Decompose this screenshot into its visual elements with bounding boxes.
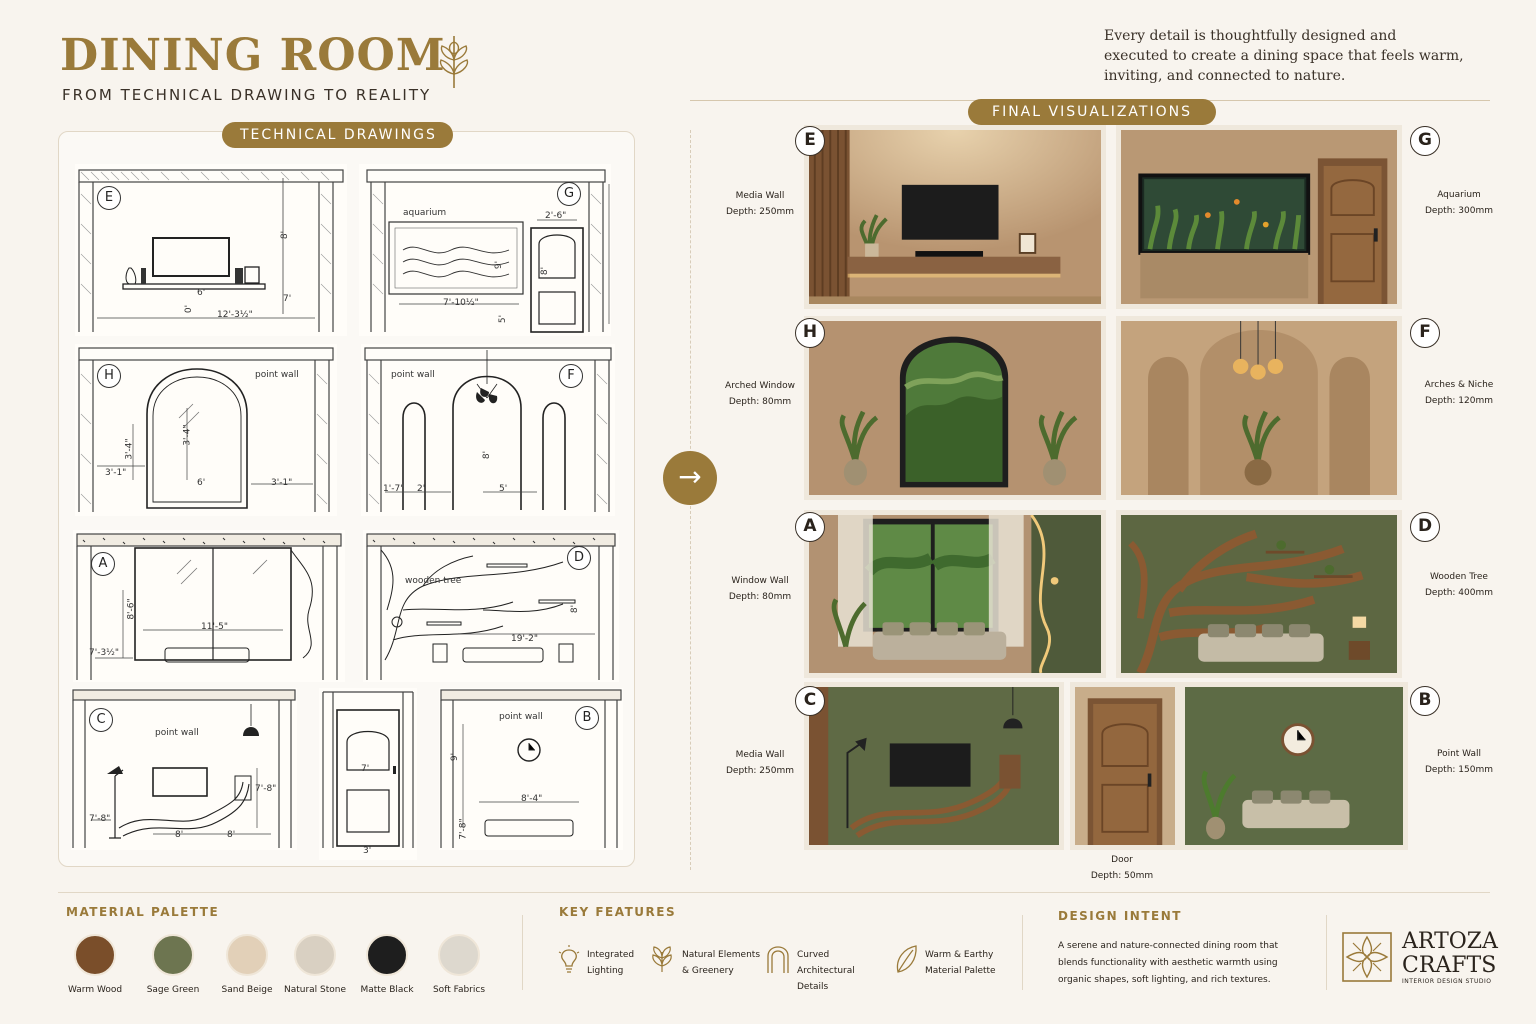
dimension: 7'-10½" (443, 298, 479, 308)
render-label: D (1410, 512, 1440, 542)
arch-icon (765, 944, 791, 974)
final-visualizations-header: FINAL VISUALIZATIONS (968, 99, 1216, 125)
render-label: B (1410, 686, 1440, 716)
dimension: 7'-8" (255, 784, 277, 794)
render-label: C (795, 686, 825, 716)
dimension: 7'-8" (458, 818, 469, 840)
render-h (804, 316, 1106, 500)
dimension: 12'-3½" (217, 310, 253, 320)
dimension: 8' (540, 266, 551, 276)
swatch-sand-beige (226, 934, 268, 976)
drawing-label: G (557, 182, 581, 206)
footer-divider (58, 892, 1490, 893)
render-label: H (795, 318, 825, 348)
feature-text: Integrated Lighting (587, 950, 635, 976)
dimension: 8'-6" (126, 598, 137, 620)
dimension: 8' (227, 830, 236, 840)
dimension: 6' (197, 478, 206, 488)
render-f (1116, 316, 1402, 500)
drawing-h (75, 344, 337, 516)
dimension: 3' (363, 846, 372, 856)
dimension: 9' (450, 752, 461, 762)
swatch-label: Natural Stone (283, 985, 347, 995)
plant-icon (649, 944, 675, 974)
drawing-f (361, 344, 615, 516)
render-caption: Point Wall Depth: 150mm (1424, 749, 1494, 775)
dimension: 9' (494, 260, 505, 270)
dimension: 8' (482, 450, 493, 460)
drawing-g (359, 164, 611, 336)
render-label: A (795, 512, 825, 542)
dimension: 5' (498, 314, 509, 324)
dimension: 7' (361, 764, 370, 774)
render-g (1116, 125, 1402, 309)
swatch-sage-green (152, 934, 194, 976)
technical-drawings-header: TECHNICAL DRAWINGS (222, 122, 453, 148)
drawing-note: point wall (255, 370, 299, 380)
material-palette-heading: MATERIAL PALETTE (66, 905, 220, 919)
design-intent-text: A serene and nature-connected dining room that blends functionality with aesthetic warmth using organic shapes, soft lighting, and rich textures. (1058, 941, 1279, 985)
drawing-note: wooden tree (405, 576, 462, 586)
footer-divider (1022, 915, 1023, 990)
drawing-label: H (97, 364, 121, 388)
arrow-right-icon: → (663, 451, 717, 505)
swatch-warm-wood (74, 934, 116, 976)
render-caption: Wooden Tree Depth: 400mm (1424, 572, 1494, 598)
swatch-label: Matte Black (360, 985, 414, 995)
render-caption: Arched Window Depth: 80mm (725, 381, 795, 407)
key-features-heading: KEY FEATURES (559, 905, 677, 919)
dimension: 8' (280, 230, 291, 240)
drawing-label: D (567, 546, 591, 570)
dimension: 1'-7" (383, 484, 405, 494)
drawing-door (319, 688, 417, 860)
feature-text: Warm & Earthy Material Palette (925, 950, 996, 976)
dimension: 0' (184, 304, 195, 314)
dimension: 3'-1" (271, 478, 293, 488)
dimension: 8' (570, 604, 581, 614)
drawing-d (363, 530, 619, 682)
dimension: 11'-5" (201, 622, 229, 632)
render-caption: Media Wall Depth: 250mm (725, 191, 795, 217)
dimension: 2'-6" (545, 211, 567, 221)
swatch-label: Sage Green (146, 985, 200, 995)
render-caption: Aquarium Depth: 300mm (1424, 190, 1494, 216)
render-caption: Door Depth: 50mm (1090, 855, 1154, 881)
swatch-label: Sand Beige (221, 985, 273, 995)
drawing-c (71, 688, 297, 850)
drawing-e (75, 164, 347, 336)
dimension: 8' (175, 830, 184, 840)
render-caption: Arches & Niche Depth: 120mm (1424, 380, 1494, 406)
dimension: 3'-4" (124, 438, 135, 460)
swatch-matte-black (366, 934, 408, 976)
drawing-label: B (575, 706, 599, 730)
drawing-label: F (559, 364, 583, 388)
render-door (1070, 682, 1180, 850)
dimension: 2' (417, 484, 426, 494)
brand-logo-icon (1341, 931, 1393, 983)
render-c (804, 682, 1064, 850)
render-d (1116, 510, 1402, 678)
dimension: 8'-4" (521, 794, 543, 804)
drawing-label: A (91, 552, 115, 576)
design-intent-heading: DESIGN INTENT (1058, 909, 1182, 923)
render-caption: Media Wall Depth: 250mm (725, 750, 795, 776)
dimension: 7'-3½" (89, 648, 120, 658)
feature-text: Natural Elements & Greenery (682, 950, 761, 976)
drawing-a (73, 530, 345, 682)
page-title: DINING ROOM (60, 30, 446, 81)
brand-tagline: INTERIOR DESIGN STUDIO (1402, 978, 1492, 985)
dimension: 6' (197, 288, 206, 298)
dimension: 3'-1" (105, 468, 127, 478)
render-label: G (1410, 126, 1440, 156)
page-subtitle: FROM TECHNICAL DRAWING TO REALITY (62, 86, 432, 104)
footer-divider (522, 915, 523, 990)
drawing-note: aquarium (403, 208, 447, 218)
dimension: 7' (283, 294, 292, 304)
dimension: 19'-2" (511, 634, 539, 644)
render-e (804, 125, 1106, 309)
render-label: F (1410, 318, 1440, 348)
drawing-label: C (89, 708, 113, 732)
footer-divider (1326, 915, 1327, 990)
swatch-label: Soft Fabrics (432, 985, 486, 995)
drawing-label: E (97, 186, 121, 210)
bulb-icon (556, 944, 582, 974)
leaf-icon (436, 30, 472, 90)
brand-name: ARTOZA CRAFTS (1402, 929, 1498, 978)
dimension: 5' (499, 484, 508, 494)
dimension: 7'-8" (89, 814, 111, 824)
leaf-icon (893, 944, 919, 974)
render-b (1180, 682, 1408, 850)
intro-text: Every detail is thoughtfully designed and executed to create a dining space that feels warm, inviting, and connected to nature. (1104, 28, 1464, 84)
dimension: 3'-4" (182, 424, 193, 446)
render-label: E (795, 126, 825, 156)
drawing-b (439, 688, 623, 850)
render-a (804, 510, 1106, 678)
swatch-soft-fabrics (438, 934, 480, 976)
feature-text: Curved Architectural Details (797, 950, 855, 992)
drawing-note: point wall (499, 712, 543, 722)
render-caption: Window Wall Depth: 80mm (728, 576, 792, 602)
swatch-label: Warm Wood (67, 985, 123, 995)
technical-drawings-panel (58, 131, 635, 867)
drawing-note: point wall (391, 370, 435, 380)
drawing-note: point wall (155, 728, 199, 738)
swatch-natural-stone (294, 934, 336, 976)
